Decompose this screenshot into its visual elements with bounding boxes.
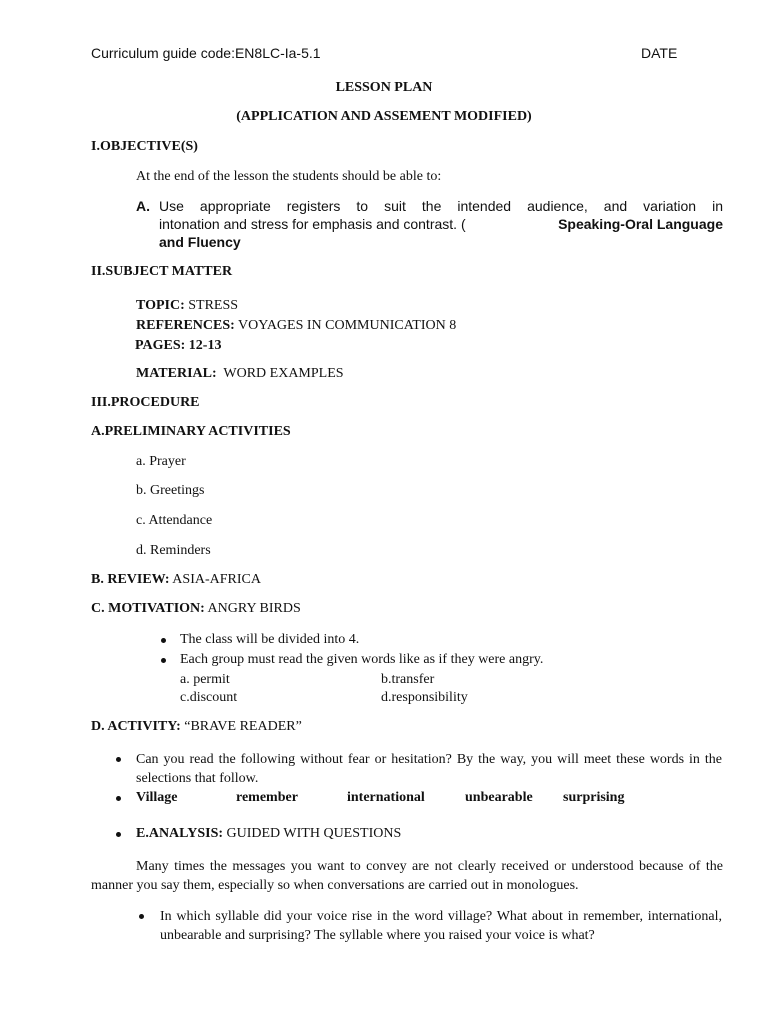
activity-question: Can you read the following without fear or hesitation? By the way, you will meet these words in the selections that follow.	[136, 752, 722, 786]
objective-line-3: and Fluency	[159, 234, 241, 250]
objective-line-2-text: intonation and stress for emphasis and contrast. (	[159, 216, 466, 232]
bullet-icon	[139, 914, 144, 919]
preliminary-item: c. Attendance	[136, 513, 213, 528]
objectives-intro: At the end of the lesson the students should be able to:	[136, 169, 442, 184]
motivation-bullet: Each group must read the given words like as if they were angry.	[180, 652, 544, 667]
review-label: B. REVIEW:	[91, 572, 170, 587]
page-title: LESSON PLAN	[335, 80, 433, 95]
motivation-label: C. MOTIVATION:	[91, 601, 205, 616]
word-example: a. permit	[180, 672, 230, 687]
bullet-icon	[116, 757, 121, 762]
analysis-question: In which syllable did your voice rise in the word village? What about in remember, international, unbearable and surprising? The syllable where you raised your voice is what?	[160, 909, 722, 943]
review-line	[91, 572, 261, 588]
word-example: b.transfer	[381, 672, 435, 687]
bullet-icon	[116, 796, 121, 801]
references-line	[136, 318, 456, 334]
word-example: d.responsibility	[381, 690, 468, 705]
material-value: WORD EXAMPLES	[216, 366, 344, 381]
activity-word: international	[347, 790, 425, 805]
objective-line-2	[159, 216, 723, 232]
activity-value: “BRAVE READER”	[180, 719, 302, 734]
preliminary-item: d. Reminders	[136, 543, 211, 558]
curriculum-guide-code: Curriculum guide code:EN8LC-Ia-5.1	[91, 45, 321, 61]
activity-word: Village	[136, 790, 178, 805]
topic-label: TOPIC:	[136, 298, 185, 313]
activity-word: remember	[236, 790, 298, 805]
subject-matter-heading: II.SUBJECT MATTER	[91, 264, 233, 279]
bullet-icon	[161, 658, 166, 663]
page-subtitle: (APPLICATION AND ASSEMENT MODIFIED)	[236, 109, 532, 124]
objective-domain-bold: Speaking-Oral Language	[558, 216, 723, 232]
preliminary-item: b. Greetings	[136, 483, 205, 498]
activity-line	[91, 719, 302, 735]
review-value: ASIA-AFRICA	[169, 572, 261, 587]
analysis-value: GUIDED WITH QUESTIONS	[223, 826, 402, 841]
motivation-line	[91, 601, 301, 617]
references-label: REFERENCES:	[136, 318, 235, 333]
references-value: VOYAGES IN COMMUNICATION 8	[234, 318, 457, 333]
bullet-icon	[161, 638, 166, 643]
material-label: MATERIAL:	[136, 366, 217, 381]
topic-value: STRESS	[184, 298, 239, 313]
activity-label: D. ACTIVITY:	[91, 719, 181, 734]
objective-line-1: Use appropriate registers to suit the intended audience, and variation in	[159, 198, 723, 214]
preliminary-heading: A.PRELIMINARY ACTIVITIES	[91, 424, 291, 439]
objective-letter: A.	[136, 198, 150, 214]
analysis-line	[136, 826, 401, 842]
activity-word: surprising	[563, 790, 625, 805]
preliminary-item: a. Prayer	[136, 454, 186, 469]
motivation-bullet: The class will be divided into 4.	[180, 632, 360, 647]
objectives-heading: I.OBJECTIVE(S)	[91, 139, 198, 154]
word-example: c.discount	[180, 690, 238, 705]
pages-line: PAGES: 12-13	[135, 338, 222, 353]
activity-word: unbearable	[465, 790, 533, 805]
analysis-paragraph: Many times the messages you want to convey are not clearly received or understood because of the manner you say them, especially so when conversations are carried out in monologues.	[91, 859, 723, 893]
motivation-value: ANGRY BIRDS	[204, 601, 301, 616]
topic-line	[136, 298, 238, 314]
date-label: DATE	[641, 45, 678, 61]
material-line	[136, 366, 344, 382]
analysis-label: E.ANALYSIS:	[136, 826, 224, 841]
bullet-icon	[116, 832, 121, 837]
procedure-heading: III.PROCEDURE	[91, 395, 200, 410]
